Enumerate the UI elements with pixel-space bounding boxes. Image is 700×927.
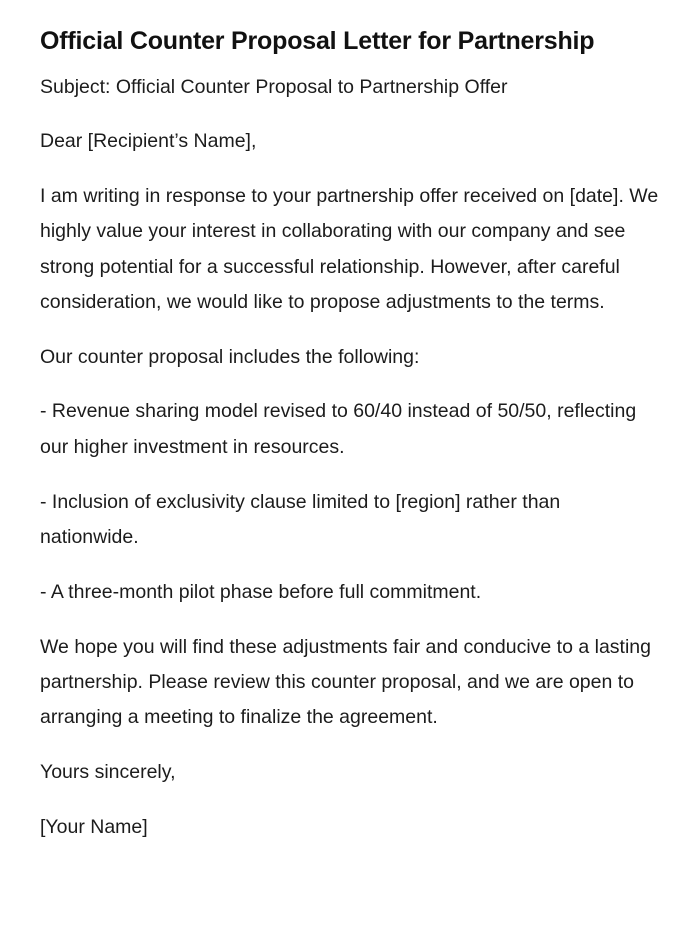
list-intro: Our counter proposal includes the following: [40,345,420,368]
closing-paragraph: We hope you will find these adjustments fair and conducive to a lasting partnership. Please review this counter proposal, and we are open to arranging a meeting to finalize the agreement. [40,635,651,728]
subject-line: Subject: Official Counter Proposal to Partnership Offer [40,76,508,98]
sign-off: Yours sincerely, [40,760,176,783]
signature: [Your Name] [40,815,148,838]
salutation: Dear [Recipient’s Name], [40,130,257,153]
list-item: - Inclusion of exclusivity clause limited to [region] rather than nationwide. [40,490,561,548]
list-item: - Revenue sharing model revised to 60/40 instead of 50/50, reflecting our higher investment in resources. [40,400,637,458]
letter-title: Official Counter Proposal Letter for Partnership [40,27,595,55]
list-item: - A three-month pilot phase before full commitment. [40,580,482,603]
intro-paragraph: I am writing in response to your partnership offer received on [date]. We highly value your interest in collaborating with our company and see strong potential for a successful relationship. However, after careful consideration, we would like to propose adjustments to the terms. [40,185,659,313]
